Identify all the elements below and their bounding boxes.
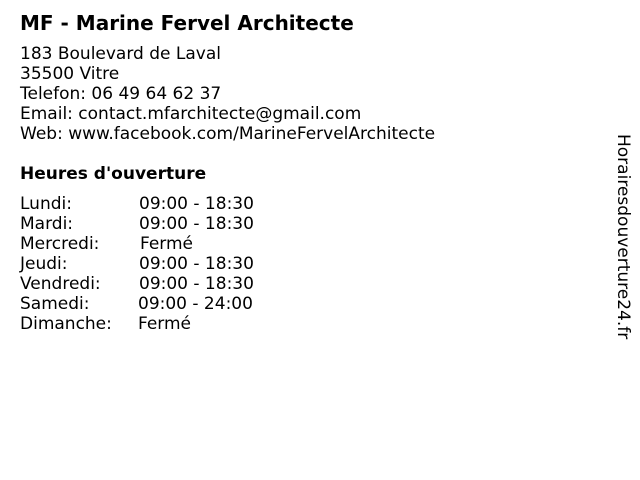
contact-block xyxy=(20,44,435,144)
day-label: Lundi: xyxy=(20,194,72,214)
email-line: Email: contact.mfarchitecte@gmail.com xyxy=(20,104,362,124)
day-label: Jeudi: xyxy=(20,254,68,274)
business-title: MF - Marine Fervel Architecte xyxy=(20,11,354,35)
phone-line: Telefon: 06 49 64 62 37 xyxy=(20,84,222,104)
day-hours: 09:00 - 18:30 xyxy=(139,194,254,214)
day-label: Mercredi: xyxy=(20,234,100,254)
web-line: Web: www.facebook.com/MarineFervelArchitecte xyxy=(20,124,436,144)
day-hours: 09:00 - 18:30 xyxy=(139,254,254,274)
day-hours: 09:00 - 18:30 xyxy=(139,274,254,294)
day-label: Dimanche: xyxy=(20,314,112,334)
day-hours: 09:00 - 24:00 xyxy=(138,294,253,314)
day-hours: Fermé xyxy=(140,234,194,254)
day-label: Vendredi: xyxy=(20,274,101,294)
street-address: 183 Boulevard de Laval xyxy=(20,44,221,64)
source-watermark: Horairesdouverture24.fr xyxy=(613,134,633,340)
city-address: 35500 Vitre xyxy=(20,64,120,84)
day-hours: Fermé xyxy=(138,314,192,334)
day-hours: 09:00 - 18:30 xyxy=(139,214,254,234)
day-label: Mardi: xyxy=(20,214,74,234)
opening-hours-heading: Heures d'ouverture xyxy=(20,164,207,184)
day-label: Samedi: xyxy=(20,294,90,314)
